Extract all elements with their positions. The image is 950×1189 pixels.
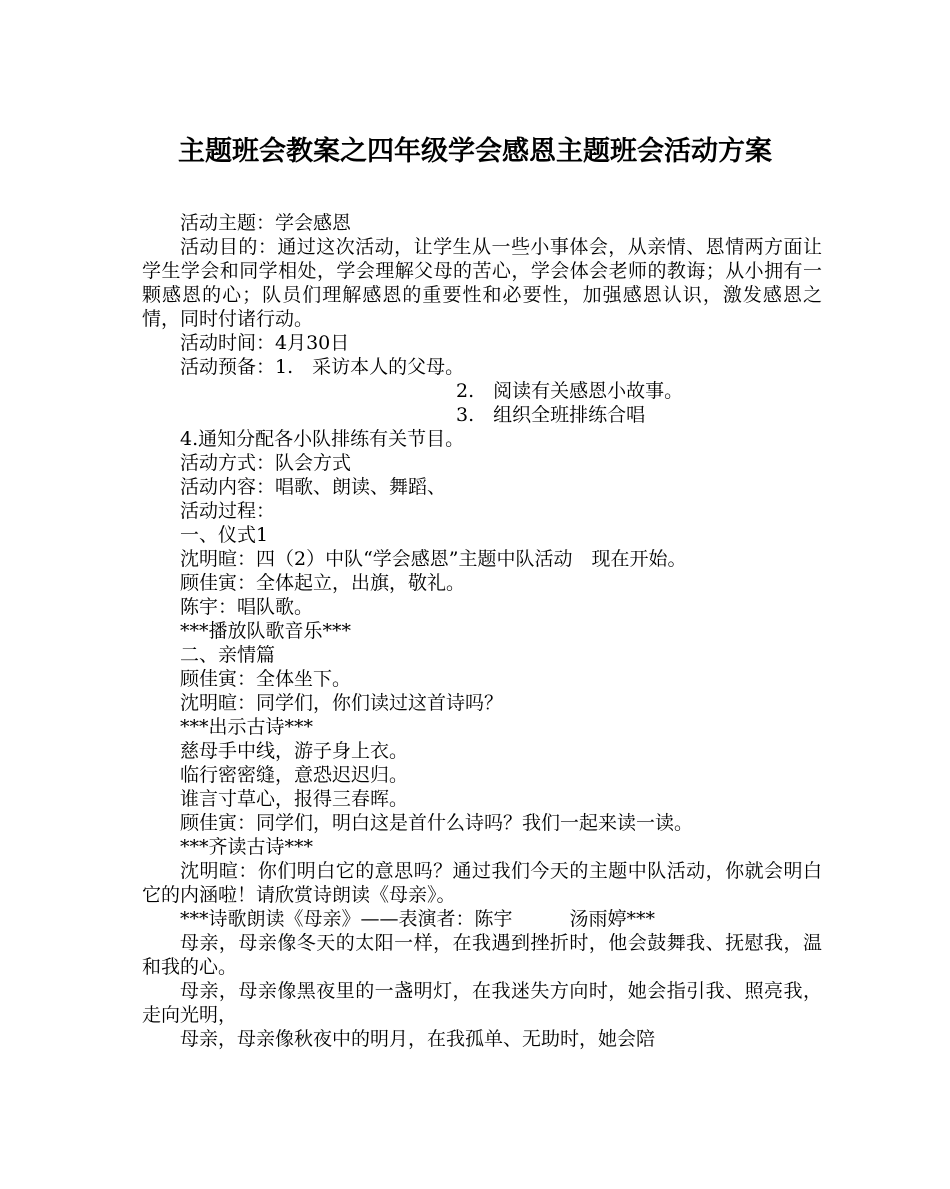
- preparation-item-4: 4.通知分配各小队排练有关节目。: [180, 428, 465, 450]
- paragraph-time: 活动时间：4月30日: [180, 332, 350, 354]
- paragraph-preparation: 活动预备：1. 采访本人的父母。: [180, 356, 465, 378]
- recitation-paragraph: 母亲，母亲像秋夜中的明月，在我孤单、无助时，她会陪: [180, 1028, 656, 1050]
- stage-direction: ***播放队歌音乐***: [180, 620, 352, 642]
- stage-direction: ***诗歌朗读《母亲》——表演者：陈宇 汤雨婷***: [180, 908, 656, 930]
- dialogue-line: 沈明暄：四（2）中队“学会感恩”主题中队活动 现在开始。: [180, 548, 687, 570]
- section-heading-ceremony: 一、仪式1: [180, 524, 269, 546]
- paragraph-process: 活动过程：: [180, 500, 276, 522]
- dialogue-line: 陈宇：唱队歌。: [180, 596, 314, 618]
- poem-line: 谁言寸草心，报得三春晖。: [180, 788, 409, 810]
- stage-direction: ***齐读古诗***: [180, 836, 314, 858]
- preparation-item-2: 2. 阅读有关感恩小故事。: [456, 380, 684, 402]
- dialogue-line: 沈明暄：你们明白它的意思吗？通过我们今天的主题中队活动，你就会明白它的内涵啦！请欣赏诗朗读《母亲》。: [142, 860, 822, 906]
- recitation-paragraph: 母亲，母亲像冬天的太阳一样，在我遇到挫折时，他会鼓舞我、抚慰我，温和我的心。: [142, 932, 822, 978]
- dialogue-line: 沈明暄：同学们，你们读过这首诗吗？: [180, 692, 504, 714]
- document-title: 主题班会教案之四年级学会感恩主题班会活动方案: [178, 136, 772, 167]
- preparation-item-3: 3. 组织全班排练合唱: [456, 404, 646, 426]
- paragraph-theme: 活动主题：学会感恩: [180, 212, 352, 234]
- dialogue-line: 顾佳寅：全体坐下。: [180, 668, 352, 690]
- section-heading-family: 二、亲情篇: [180, 644, 276, 666]
- paragraph-method: 活动方式：队会方式: [180, 452, 352, 474]
- dialogue-line: 顾佳寅：全体起立，出旗，敬礼。: [180, 572, 466, 594]
- dialogue-line: 顾佳寅：同学们，明白这是首什么诗吗？我们一起来读一读。: [180, 812, 694, 834]
- recitation-paragraph: 母亲，母亲像黑夜里的一盏明灯，在我迷失方向时，她会指引我、照亮我，走向光明，: [142, 980, 822, 1026]
- paragraph-purpose: 活动目的：通过这次活动，让学生从一些小事体会，从亲情、恩情两方面让学生学会和同学相处，学会理解父母的苦心，学会体会老师的教诲；从小拥有一颗感恩的心；队员们理解感恩的重要性和必要性，加强感恩认识，激发感恩之情，同时付诸行动。: [142, 236, 822, 330]
- document-body: [142, 211, 822, 1051]
- paragraph-content: 活动内容：唱歌、朗读、舞蹈、: [180, 476, 447, 498]
- poem-line: 慈母手中线，游子身上衣。: [180, 740, 409, 762]
- stage-direction: ***出示古诗***: [180, 716, 314, 738]
- poem-line: 临行密密缝，意恐迟迟归。: [180, 764, 409, 786]
